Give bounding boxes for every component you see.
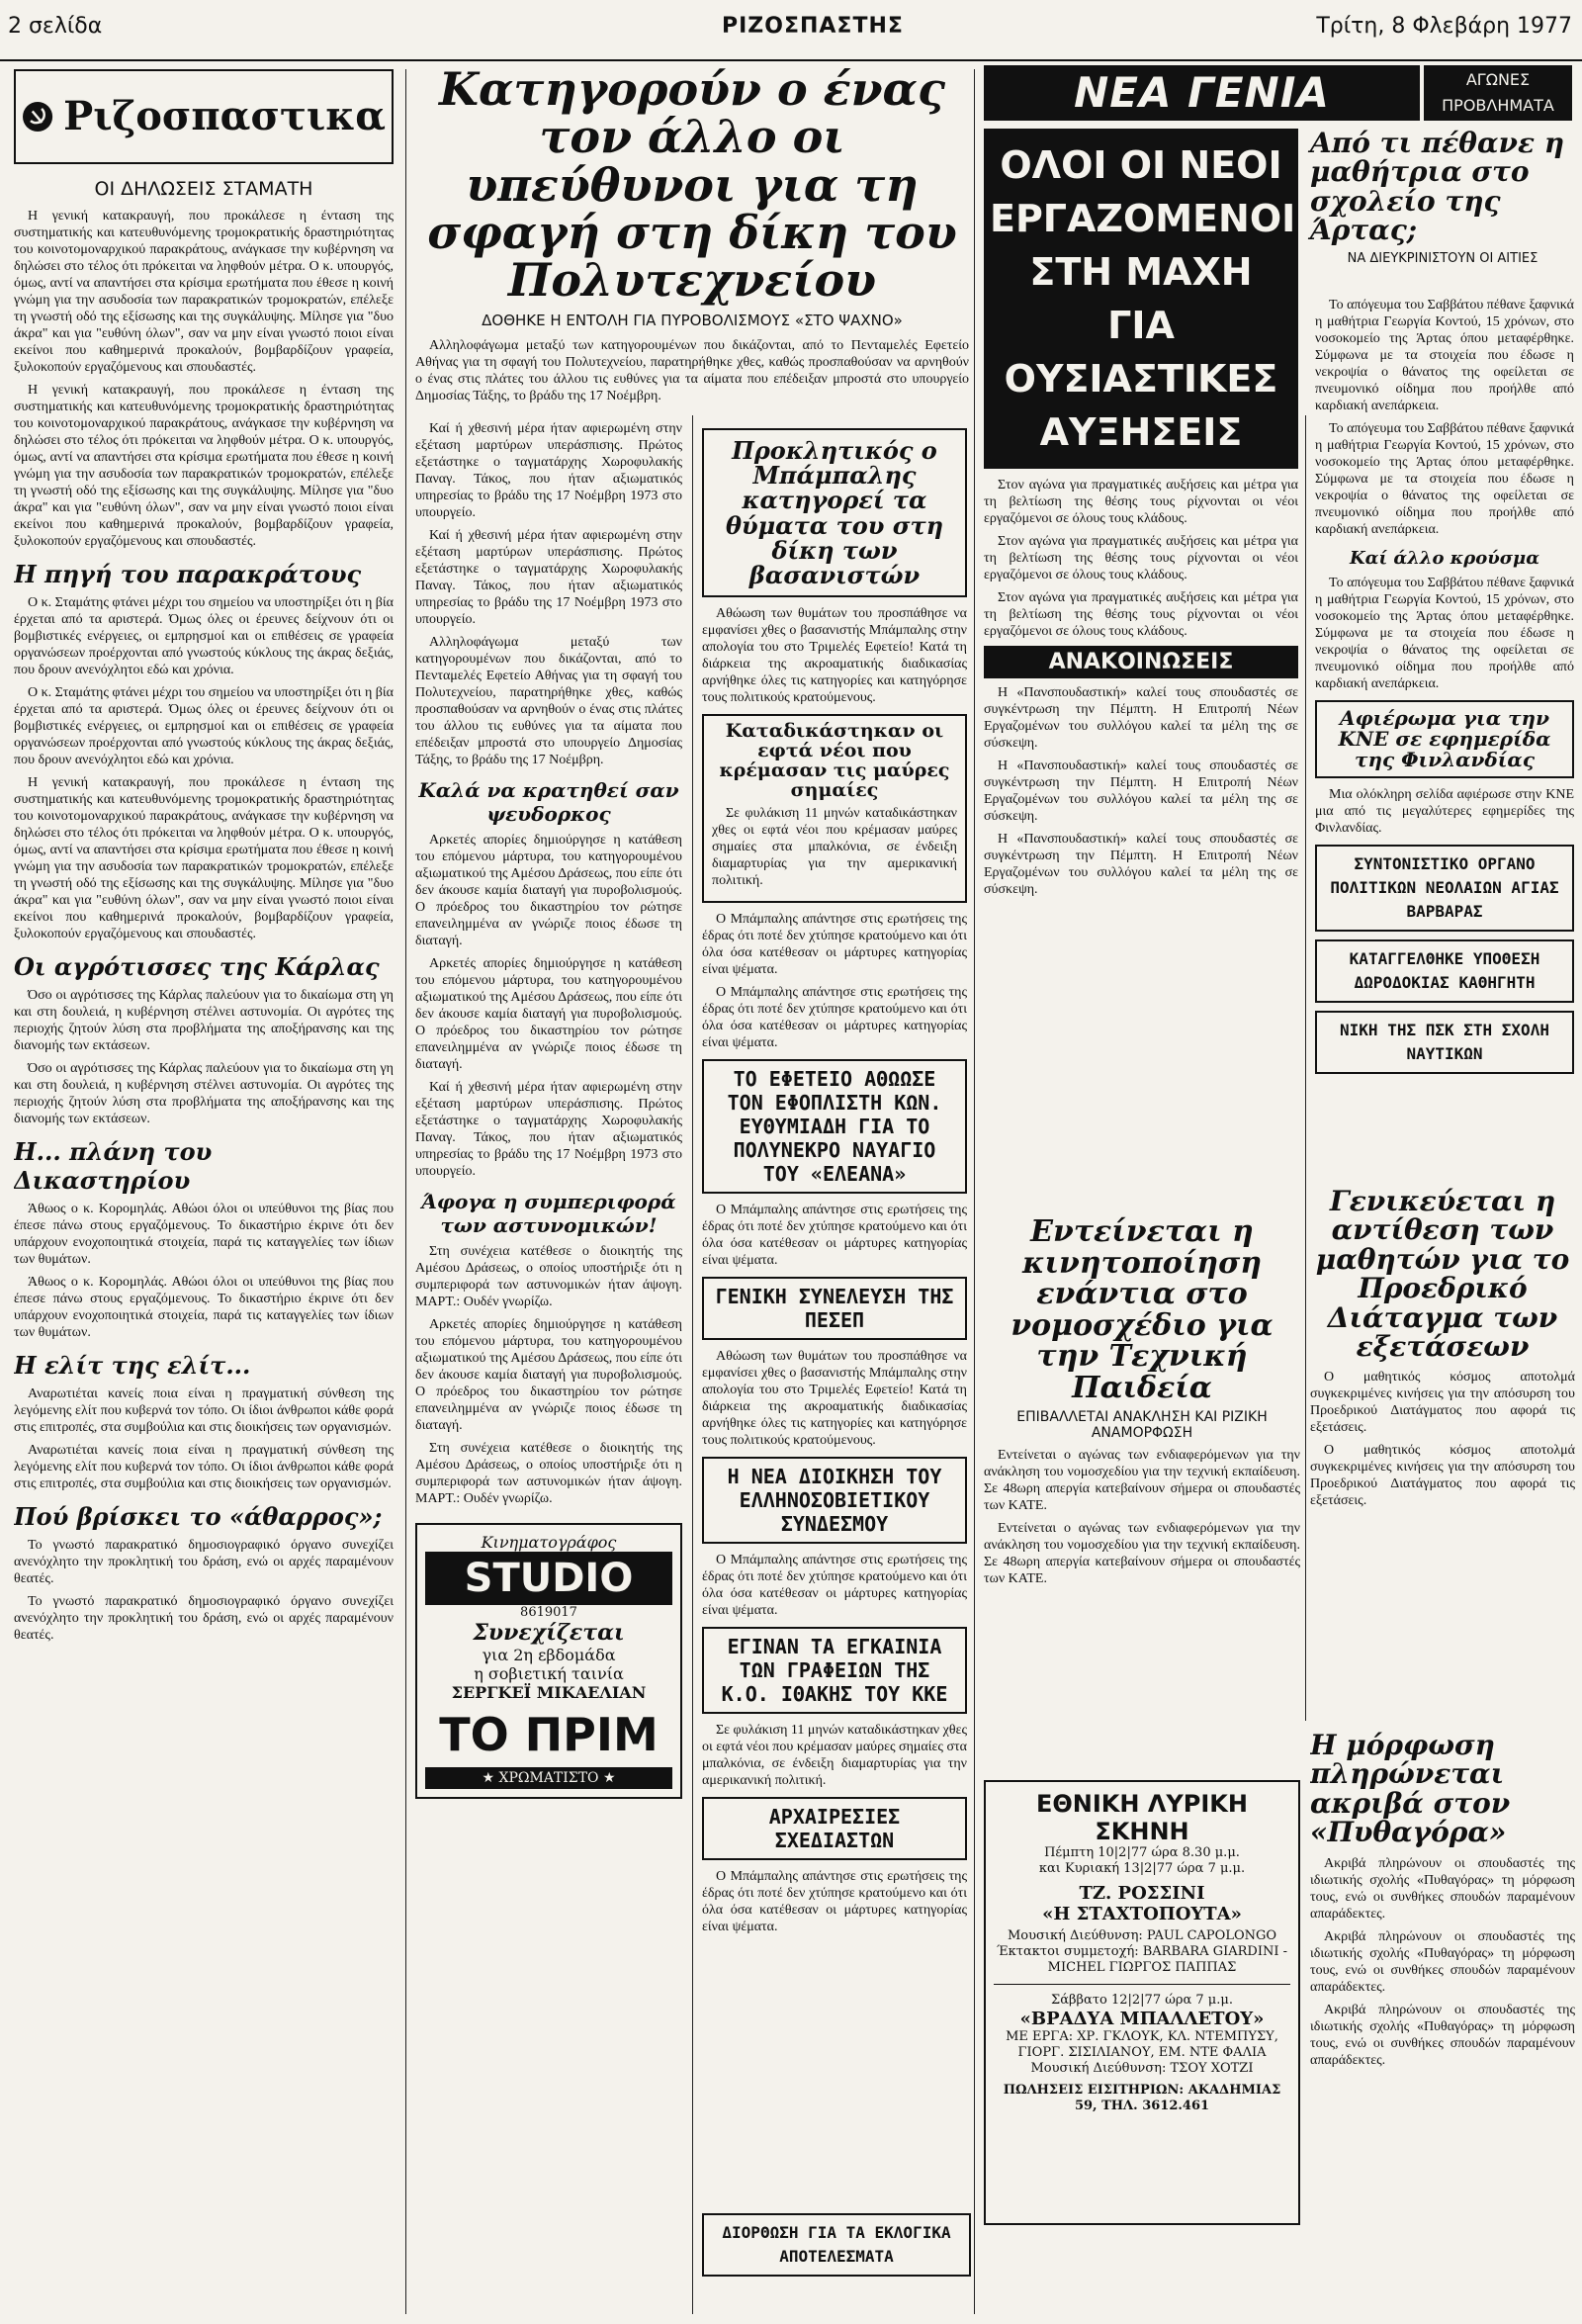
- article-text: Στη συνέχεια κατέθεσε ο διοικητής της Αμέσου Δράσεως, ο οποίος υποστήριξε ότι η συμπεριφορά των αστυνομικών ήταν άψογη. ΜΑΡΤ.: Ουδέν γνωρίζω.: [415, 1441, 682, 1506]
- story-headline: Εντείνεται η κινητοποίηση ενάντια στο νομοσχέδιο για την Τεχνική Παιδεία: [1011, 1214, 1274, 1405]
- masthead: ΡΙΖΟΣΠΑΣΤΗΣ: [722, 14, 904, 39]
- ad-line: «Η ΣΤΑΧΤΟΠΟΥΤΑ»: [1042, 1904, 1242, 1924]
- article-text: Όσο οι αγρότισσες της Κάρλας παλεύουν για το δικαίωμα στη γη και στη δουλειά, η κυβέρνηση στέλνει αστυνομία. Οι αγρότες της περιοχής ζητούν λύση στα προβλήματα της αποξήρανσης και της διανομής των εκτάσεων.: [14, 1061, 394, 1126]
- article-text: Ο μαθητικός κόσμος αποτολμά συγκεκριμένες κινήσεις για την απόσυρση του Προεδρικού Διατάγματος που αφορά τις εξετάσεις.: [1310, 1370, 1575, 1436]
- strip-subtitle: ΑΓΩΝΕΣ: [1465, 70, 1531, 89]
- ad-line: η σοβιετική ταινία: [474, 1664, 624, 1683]
- arta-story-head: [1310, 129, 1575, 297]
- article-text: Το γνωστό παρακρατικό δημοσιογραφικό όργανο συνεχίζει ανενόχλητο την προκλητική του δράση, ενώ οι αρχές παραμένουν θεατές.: [14, 1594, 394, 1643]
- subheading: Άφογα η συμπεριφορά των αστυνομικών!: [421, 1190, 676, 1237]
- article-text: Αλληλοφάγωμα μεταξύ των κατηγορουμένων που δικάζονται, από το Πενταμελές Εφετείο Αθήνας για τη σφαγή του Πολυτεχνείου, παρατηρήθηκε χθες, καθώς προσπαθούσαν να αρνηθούν ο ένας στις πλάτες του άλλου τις ευθύνες για τα αίματα που επέδειξαν μπροστά στο υπουργείο Δημοσίας Τάξης, το βράδυ της 17 Νοέμβρη.: [415, 635, 682, 767]
- story-headline: ΓΕΝΙΚΗ ΣΥΝΕΛΕΥΣΗ ΤΗΣ ΠΕΣΕΠ: [715, 1284, 954, 1332]
- article-text: Εντείνεται ο αγώνας των ενδιαφερόμενων για την ανάκληση του νομοσχεδίου για την τεχνική εκπαίδευση. Σε 48ωρη απεργία κατεβαίνουν σήμερα οι σπουδαστές των ΚΑΤΕ.: [984, 1448, 1300, 1513]
- article-text: Το γνωστό παρακρατικό δημοσιογραφικό όργανο συνεχίζει ανενόχλητο την προκλητική του δράση, ενώ οι αρχές παραμένουν θεατές.: [14, 1538, 394, 1586]
- ad-line: Μουσική Διεύθυνση: PAUL CAPOLONGO: [1007, 1928, 1277, 1943]
- story-box: [1315, 939, 1574, 1003]
- technical-education-story: [984, 1216, 1300, 1770]
- lead-deck: ΔΟΘΗΚΕ Η ΕΝΤΟΛΗ ΓΙΑ ΠΥΡΟΒΟΛΙΣΜΟΥΣ «ΣΤΟ ΨΑΧΝΟ»: [482, 312, 903, 330]
- column-title: Ριζοσπαστικα: [63, 93, 386, 139]
- story-headline: Γενικεύεται η αντίθεση των μαθητών για το Προεδρικό Διάταγμα των εξετάσεων: [1315, 1185, 1570, 1363]
- story-box: [702, 714, 967, 903]
- subheading: Καί άλλο κρούσμα: [1349, 548, 1540, 569]
- page-number: 2 σελίδα: [8, 14, 103, 39]
- story-headline: ΔΙΟΡΘΩΣΗ ΓΙΑ ΤΑ ΕΚΛΟΓΙΚΑ ΑΠΟΤΕΛΕΣΜΑΤΑ: [722, 2223, 951, 2266]
- ad-label: Κινηματογράφος: [481, 1533, 617, 1552]
- section-title: Η... πλάνη του Δικαστηρίου: [14, 1137, 213, 1195]
- story-headline: ΕΓΙΝΑΝ ΤΑ ΕΓΚΑΙΝΙΑ ΤΩΝ ΓΡΑΦΕΙΩΝ ΤΗΣ Κ.Ο. ΙΘΑΚΗΣ ΤΟΥ ΚΚΕ: [721, 1634, 948, 1706]
- column-rule: [692, 415, 693, 2314]
- article-text: Το απόγευμα του Σαββάτου πέθανε ξαφνικά η μαθήτρια Γεωργία Κοντού, 15 χρόνων, στο νοσοκομείο της Άρτας όπου μεταφέρθηκε. Σύμφωνα με τα στοιχεία που έδωσε η νεκροψία ο θάνατος της οφείλεται σε πνευμονικό οίδημα που προήλθε από καρδιακή ανεπάρκεια.: [1315, 421, 1574, 537]
- column-rizospastika: [14, 69, 394, 2314]
- ad-note: ★ ΧΡΩΜΑΤΙΣΤΟ ★: [425, 1767, 672, 1789]
- article-text: Ο Μπάμπαλης απάντησε στις ερωτήσεις της έδρας ότι ποτέ δεν χτύπησε κρατούμενο και ότι όλα όσα κατέθεσαν οι μάρτυρες κατηγορίας είναι ψέματα.: [702, 1552, 967, 1618]
- cinema-ad: [415, 1523, 682, 1799]
- article-text: Αρκετές απορίες δημιούργησε η κατάθεση του επόμενου μάρτυρα, του κατηγορουμένου αξιωματικού της Αμέσου Δράσεως, που είπε ότι δεν άκουσε καμία διαταγή για πυροβολισμούς. Ο πρόεδρος του δικαστηρίου τον ρώτησε επανειλημμένα αν γνώριζε ποιος έδωσε τη διαταγή.: [415, 1317, 682, 1433]
- story-box: [702, 1627, 967, 1714]
- story-deck: ΕΠΙΒΑΛΛΕΤΑΙ ΑΝΑΚΛΗΣΗ ΚΑΙ ΡΙΖΙΚΗ ΑΝΑΜΟΡΦΩΣΗ: [1016, 1409, 1268, 1441]
- opera-ad: [984, 1780, 1300, 2225]
- ad-line: ΣΕΡΓΚΕΪ ΜΙΚΑΕΛΙΑΝ: [451, 1683, 647, 1702]
- column-rule: [974, 69, 975, 2314]
- ad-cinema-name: STUDIO: [425, 1552, 672, 1605]
- article-text: Ακριβά πληρώνουν οι σπουδαστές της ιδιωτικής σχολής «Πυθαγόρας» τη μόρφωση τους, ενώ οι συνθήκες σπουδών παραμένουν απαράδεκτες.: [1310, 2002, 1575, 2068]
- article-text: Στον αγώνα για πραγματικές αυξήσεις και μέτρα για τη βελτίωση της θέσης τους ρίχνονται οι νέοι εργαζόμενοι σε όλους τους κλάδους.: [984, 534, 1298, 582]
- column-polytechnic: [415, 420, 682, 2314]
- article-text: Όσο οι αγρότισσες της Κάρλας παλεύουν για το δικαίωμα στη γη και στη δουλειά, η κυβέρνηση στέλνει αστυνομία. Οι αγρότες της περιοχής ζητούν λύση στα προβλήματα της αποξήρανσης και της διανομής των εκτάσεων.: [14, 988, 394, 1053]
- lead-text: Αλληλοφάγωμα μεταξύ των κατηγορουμένων που δικάζονται, από το Πενταμελές Εφετείο Αθήνας για τη σφαγή του Πολυτεχνείου, παρατηρήθηκε χθες, καθώς προσπαθούσαν να αρνηθούν ο ένας στις πλάτες του άλλου τις ευθύνες για τα αίματα που επέδειξαν μπροστά στο υπουργείο Δημοσίας Τάξης, το βράδυ της 17 Νοέμβρη.: [415, 338, 969, 404]
- story-box: [702, 1277, 967, 1340]
- ad-line: Σάββατο 12|2|77 ώρα 7 μ.μ.: [1051, 1993, 1233, 2008]
- ad-title: ΕΘΝΙΚΗ ΛΥΡΙΚΗ ΣΚΗΝΗ: [1035, 1790, 1248, 1845]
- article-text: Άθωος ο κ. Κορομηλάς. Αθώοι όλοι οι υπεύθυνοι της βίας που έπεσε πάνω στους εργαζόμενους. Το δικαστήριο έκρινε ότι δεν υπάρχουν ενοχοποιητικά στοιχεία, παρά τις καταγγελίες των ίδιων των θυμάτων.: [14, 1202, 394, 1267]
- story-headline: ΣΥΝΤΟΝΙΣΤΙΚΟ ΟΡΓΑΝΟ ΠΟΛΙΤΙΚΩΝ ΝΕΟΛΑΙΩΝ ΑΓΙΑΣ ΒΑΡΒΑΡΑΣ: [1330, 854, 1559, 921]
- youth-banner: ΟΛΟΙ ΟΙ ΝΕΟΙ ΕΡΓΑΖΟΜΕΝΟΙ ΣΤΗ ΜΑΧΗ ΓΙΑ ΟΥΣΙΑΣΤΙΚΕΣ ΑΥΞΗΣΕΙΣ: [984, 129, 1298, 469]
- story-headline: Η ΝΕΑ ΔΙΟΙΚΗΣΗ ΤΟΥ ΕΛΛΗΝΟΣΟΒΙΕΤΙΚΟΥ ΣΥΝΔΕΣΜΟΥ: [727, 1464, 942, 1536]
- column-rule: [1305, 415, 1306, 1721]
- article-text: Αρκετές απορίες δημιούργησε η κατάθεση του επόμενου μάρτυρα, του κατηγορουμένου αξιωματικού της Αμέσου Δράσεως, που είπε ότι δεν άκουσε καμία διαταγή για πυροβολισμούς. Ο πρόεδρος του δικαστηρίου τον ρώτησε επανειλημμένα αν γνώριζε ποιος έδωσε τη διαταγή.: [415, 956, 682, 1072]
- article-text: Ο κ. Σταμάτης φτάνει μέχρι του σημείου να υποστηρίξει ότι η βία έρχεται από τα αριστερά. Όμως όλες οι έρευνες δείχνουν ότι οι βομβιστικές ενέργειες, οι εμπρησμοί και οι επιθέσεις σε γραφεία οργανώσεων προέρχονται από γνωστούς κύκλους της άκρας δεξιάς, που δρουν ανενόχλητοι εδώ και χρόνια.: [14, 595, 394, 677]
- article-text: Η «Πανσπουδαστική» καλεί τους σπουδαστές σε συγκέντρωση την Πέμπτη. Η Επιτροπή Νέων Εργαζομένων του συλλόγου καλεί τα μέλη της σε σύσκεψη.: [984, 832, 1298, 897]
- article-text: Ακριβά πληρώνουν οι σπουδαστές της ιδιωτικής σχολής «Πυθαγόρας» τη μόρφωση τους, ενώ οι συνθήκες σπουδών παραμένουν απαράδεκτες.: [1310, 1855, 1575, 1922]
- story-headline: ΚΑΤΑΓΓΕΛΘΗΚΕ ΥΠΟΘΕΣΗ ΔΩΡΟΔΟΚΙΑΣ ΚΑΘΗΓΗΤΗ: [1349, 949, 1540, 992]
- ad-film-title: ΤΟ ΠΡΙΜ: [439, 1708, 659, 1761]
- page-header: [0, 0, 1582, 61]
- article-text: Σε φυλάκιση 11 μηνών καταδικάστηκαν χθες οι εφτά νέοι που κρέμασαν μαύρες σημαίες στα μπαλκόνια, σε ένδειξη διαμαρτυρίας για την αμερικανική πολιτική.: [702, 1722, 967, 1788]
- article-text: Μια ολόκληρη σελίδα αφιέρωσε στην ΚΝΕ μια από τις μεγαλύτερες εφημερίδες της Φινλανδίας.: [1315, 787, 1574, 836]
- story-headline: Αφιέρωμα για την ΚΝΕ σε εφημερίδα της Φινλανδίας: [1338, 706, 1551, 771]
- story-headline: Από τι πέθανε η μαθήτρια στο σχολείο της Άρτας;: [1310, 127, 1565, 247]
- column-logo: [14, 69, 394, 164]
- article-text: Ο Μπάμπαλης απάντησε στις ερωτήσεις της έδρας ότι ποτέ δεν χτύπησε κρατούμενο και ότι όλα όσα κατέθεσαν οι μάρτυρες κατηγορίας είναι ψέματα.: [702, 911, 967, 977]
- exams-story: [1310, 1187, 1575, 1721]
- story-box: [1315, 1011, 1574, 1074]
- section-title: Η ελίτ της ελίτ...: [14, 1351, 251, 1380]
- story-headline: ΝΙΚΗ ΤΗΣ ΠΣΚ ΣΤΗ ΣΧΟΛΗ ΝΑΥΤΙΚΩΝ: [1340, 1021, 1549, 1063]
- story-deck: ΝΑ ΔΙΕΥΚΡΙΝΙΣΤΟΥΝ ΟΙ ΑΙΤΙΕΣ: [1347, 250, 1538, 266]
- article-text: Αθώωση των θυμάτων του προσπάθησε να εμφανίσει χθες ο βασανιστής Μπάμπαλης στην απολογία του στο Τριμελές Εφετείο! Κατά τη διάρκεια της ακροαματικής διαδικασίας αρνήθηκε όλες τις κατηγορίες και κατηγόρησε τους πολιτικούς κρατούμενους.: [702, 606, 967, 706]
- article-text: Το απόγευμα του Σαββάτου πέθανε ξαφνικά η μαθήτρια Γεωργία Κοντού, 15 χρόνων, στο νοσοκομείο της Άρτας όπου μεταφέρθηκε. Σύμφωνα με τα στοιχεία που έδωσε η νεκροψία ο θάνατος της οφείλεται σε πνευμονικό οίδημα που προήλθε από καρδιακή ανεπάρκεια.: [1315, 298, 1574, 413]
- section-title: ΟΙ ΔΗΛΩΣΕΙΣ ΣΤΑΜΑΤΗ: [94, 178, 313, 200]
- ad-line: «ΒΡΑΔΥΑ ΜΠΑΛΛΕΤΟΥ»: [1019, 2009, 1265, 2029]
- article-text: Καί ή χθεσινή μέρα ήταν αφιερωμένη στην εξέταση μαρτύρων υπεράσπισης. Πρώτος εξετάστηκε ο ταγματάρχης Χωροφυλακής Παναγ. Τάκος, που ήταν αξιωματικός υπηρεσίας το βράδυ της 17 Νοέμβρη 1973 στο υπουργείο.: [415, 528, 682, 627]
- announcements-banner: ΑΝΑΚΟΙΝΩΣΕΙΣ: [984, 646, 1298, 678]
- story-headline: ΤΟ ΕΦΕΤΕΙΟ ΑΘΩΩΣΕ ΤΟΝ ΕΦΟΠΛΙΣΤΗ ΚΩΝ. ΕΥΘΥΜΙΑΔΗ ΓΙΑ ΤΟ ΠΟΛΥΝΕΚΡΟ ΝΑΥΑΓΙΟ ΤΟΥ «ΕΛΕΑΝΑ»: [727, 1066, 942, 1186]
- article-text: Αρκετές απορίες δημιούργησε η κατάθεση του επόμενου μάρτυρα, του κατηγορουμένου αξιωματικού της Αμέσου Δράσεως, που είπε ότι δεν άκουσε καμία διαταγή για πυροβολισμούς. Ο πρόεδρος του δικαστηρίου τον ρώτησε επανειλημμένα αν γνώριζε ποιος έδωσε τη διαταγή.: [415, 833, 682, 948]
- story-headline: Προκλητικός ο Μπάμπαλης κατηγορεί τα θύματα του στη δίκη των βασανιστών: [725, 436, 944, 589]
- article-text: Η γενική κατακραυγή, που προκάλεσε η ένταση της συστηματικής και κατευθυνόμενης τρομοκρατικής δραστηριότητας του κοινοτομοναρχικού παρακράτους, ανάγκασε την κυβέρνηση να δηλώσει στο τέλος ότι πρόκειται να ληφθούν μέτρα. Ο κ. υπουργός, όμως, αντί να απαντήσει στα κρίσιμα ερωτήματα που έθεσε η κοινή γνώμη για την ασυδοσία των παρακρατικών τρομοκρατών, επέλεξε τη γνωστή οδό της εξίσωσης και της συγκάλυψης. Μίλησε για "δυο άκρα" και για "ευθύνη όλων", σαν να μην είναι γνωστό ποιοι είναι εκείνοι που καθημερινά προκαλούν, βομβαρδίζουν γραφεία, ξυλοκοπούν εργαζόμενους και σπουδαστές.: [14, 383, 394, 549]
- article-text: Ακριβά πληρώνουν οι σπουδαστές της ιδιωτικής σχολής «Πυθαγόρας» τη μόρφωση τους, ενώ οι συνθήκες σπουδών παραμένουν απαράδεκτες.: [1310, 1928, 1575, 1995]
- ad-line: Έκτακτοι συμμετοχή: BARBARA GIARDINI - MICHEL ΓΙΩΡΓΟΣ ΠΑΠΠΑΣ: [996, 1944, 1288, 1975]
- story-box: [702, 2213, 971, 2277]
- article-text: Καί ή χθεσινή μέρα ήταν αφιερωμένη στην εξέταση μαρτύρων υπεράσπισης. Πρώτος εξετάστηκε ο ταγματάρχης Χωροφυλακής Παναγ. Τάκος, που ήταν αξιωματικός υπηρεσίας το βράδυ της 17 Νοέμβρη 1973 στο υπουργείο.: [415, 1080, 682, 1179]
- column-babalis: [702, 420, 967, 2314]
- lead-story: [415, 62, 969, 411]
- column-rule: [405, 69, 406, 2314]
- article-text: Εντείνεται ο αγώνας των ενδιαφερόμενων για την ανάκληση του νομοσχεδίου για την τεχνική εκπαίδευση. Σε 48ωρη απεργία κατεβαίνουν σήμερα οι σπουδαστές των ΚΑΤΕ.: [984, 1521, 1300, 1586]
- article-text: Ο μαθητικός κόσμος αποτολμά συγκεκριμένες κινήσεις για την απόσυρση του Προεδρικού Διατάγματος που αφορά τις εξετάσεις.: [1310, 1443, 1575, 1509]
- article-text: Αναρωτιέται κανείς ποια είναι η πραγματική σύνθεση της λεγόμενης ελίτ που κυβερνά τον τόπο. Οι ίδιοι άνθρωποι κάθε φορά στις επιτροπές, στα συμβούλια και στις διοικήσεις των οργανισμών.: [14, 1386, 394, 1435]
- story-headline: Η μόρφωση πληρώνεται ακριβά στον «Πυθαγόρα»: [1310, 1731, 1511, 1849]
- story-box: [702, 1457, 967, 1544]
- article-text: Η «Πανσπουδαστική» καλεί τους σπουδαστές σε συγκέντρωση την Πέμπτη. Η Επιτροπή Νέων Εργαζομένων του συλλόγου καλεί τα μέλη της σε σύσκεψη.: [984, 759, 1298, 824]
- lead-headline: Κατηγορούν ο ένας τον άλλο οι υπεύθυνοι για τη σφαγή στη δίκη του Πολυτεχνείου: [427, 62, 957, 308]
- story-box: [702, 1797, 967, 1860]
- hammer-sickle-icon: [22, 85, 53, 148]
- ad-line: ΠΩΛΗΣΕΙΣ ΕΙΣΙΤΗΡΙΩΝ: ΑΚΑΔΗΜΙΑΣ 59, ΤΗΛ. 3612.461: [1003, 2083, 1281, 2113]
- section-title: Η πηγή του παρακράτους: [14, 560, 362, 588]
- article-text: Άθωος ο κ. Κορομηλάς. Αθώοι όλοι οι υπεύθυνοι της βίας που έπεσε πάνω στους εργαζόμενους. Το δικαστήριο έκρινε ότι δεν υπάρχουν ενοχοποιητικά στοιχεία, παρά τις καταγγελίες των ίδιων των θυμάτων.: [14, 1275, 394, 1340]
- story-headline: ΑΡΧΑΙΡΕΣΙΕΣ ΣΧΕΔΙΑΣΤΩΝ: [768, 1804, 901, 1852]
- article-text: Ο Μπάμπαλης απάντησε στις ερωτήσεις της έδρας ότι ποτέ δεν χτύπησε κρατούμενο και ότι όλα όσα κατέθεσαν οι μάρτυρες κατηγορίας είναι ψέματα.: [702, 1868, 967, 1934]
- article-text: Ο κ. Σταμάτης φτάνει μέχρι του σημείου να υποστηρίξει ότι η βία έρχεται από τα αριστερά. Όμως όλες οι έρευνες δείχνουν ότι οι βομβιστικές ενέργειες, οι εμπρησμοί και οι επιθέσεις σε γραφεία οργανώσεων προέρχονται από γνωστούς κύκλους της άκρας δεξιάς, που δρουν ανενόχλητοι εδώ και χρόνια.: [14, 685, 394, 767]
- article-text: Η «Πανσπουδαστική» καλεί τους σπουδαστές σε συγκέντρωση την Πέμπτη. Η Επιτροπή Νέων Εργαζομένων του συλλόγου καλεί τα μέλη της σε σύσκεψη.: [984, 685, 1298, 751]
- issue-date: Τρίτη, 8 Φλεβάρη 1977: [1316, 14, 1572, 39]
- article-text: Στη συνέχεια κατέθεσε ο διοικητής της Αμέσου Δράσεως, ο οποίος υποστήριξε ότι η συμπεριφορά των αστυνομικών ήταν άψογη. ΜΑΡΤ.: Ουδέν γνωρίζω.: [415, 1244, 682, 1309]
- ad-line: Πέμπτη 10|2|77 ώρα 8.30 μ.μ.: [1044, 1845, 1240, 1860]
- article-text: Αναρωτιέται κανείς ποια είναι η πραγματική σύνθεση της λεγόμενης ελίτ που κυβερνά τον τόπο. Οι ίδιοι άνθρωποι κάθε φορά στις επιτροπές, στα συμβούλια και στις διοικήσεις των οργανισμών.: [14, 1443, 394, 1491]
- section-strip: [984, 65, 1572, 121]
- article-text: Η γενική κατακραυγή, που προκάλεσε η ένταση της συστηματικής και κατευθυνόμενης τρομοκρατικής δραστηριότητας του κοινοτομοναρχικού παρακράτους, ανάγκασε την κυβέρνηση να δηλώσει στο τέλος ότι πρόκειται να ληφθούν μέτρα. Ο κ. υπουργός, όμως, αντί να απαντήσει στα κρίσιμα ερωτήματα που έθεσε η κοινή γνώμη για την ασυδοσία των παρακρατικών τρομοκρατών, επέλεξε τη γνωστή οδό της εξίσωσης και της συγκάλυψης. Μίλησε για "δυο άκρα" και για "ευθύνη όλων", σαν να μην είναι γνωστό ποιοι είναι εκείνοι που καθημερινά προκαλούν, βομβαρδίζουν γραφεία, ξυλοκοπούν εργαζόμενους και σπουδαστές.: [14, 775, 394, 941]
- article-text: Σε φυλάκιση 11 μηνών καταδικάστηκαν χθες οι εφτά νέοι που κρέμασαν μαύρες σημαίες στα μπαλκόνια, σε ένδειξη διαμαρτυρίας για την αμερικανική πολιτική.: [712, 805, 957, 888]
- ad-line: ΜΕ ΕΡΓΑ: ΧΡ. ΓΚΛΟΥΚ, ΚΛ. ΝΤΕΜΠΥΣΥ, ΓΙΟΡΓ. ΣΙΣΙΛΙΑΝΟΥ, ΕΜ. ΝΤΕ ΦΑΛΙΑ: [1006, 2029, 1278, 2060]
- ad-line: Μουσική Διεύθυνση: ΤΣΟΥ ΧΟΤΖΙ: [1030, 2061, 1254, 2076]
- article-text: Το απόγευμα του Σαββάτου πέθανε ξαφνικά η μαθήτρια Γεωργία Κοντού, 15 χρόνων, στο νοσοκομείο της Άρτας όπου μεταφέρθηκε. Σύμφωνα με τα στοιχεία που έδωσε η νεκροψία ο θάνατος της οφείλεται σε πνευμονικό οίδημα που προήλθε από καρδιακή ανεπάρκεια.: [1315, 576, 1574, 691]
- article-text: Στον αγώνα για πραγματικές αυξήσεις και μέτρα για τη βελτίωση της θέσης τους ρίχνονται οι νέοι εργαζόμενοι σε όλους τους κλάδους.: [984, 478, 1298, 526]
- article-text: Ο Μπάμπαλης απάντησε στις ερωτήσεις της έδρας ότι ποτέ δεν χτύπησε κρατούμενο και ότι όλα όσα κατέθεσαν οι μάρτυρες κατηγορίας είναι ψέματα.: [702, 984, 967, 1050]
- article-text: Καί ή χθεσινή μέρα ήταν αφιερωμένη στην εξέταση μαρτύρων υπεράσπισης. Πρώτος εξετάστηκε ο ταγματάρχης Χωροφυλακής Παναγ. Τάκος, που ήταν αξιωματικός υπηρεσίας το βράδυ της 17 Νοέμβρη 1973 στο υπουργείο.: [415, 421, 682, 520]
- ad-line: και Κυριακή 13|2|77 ώρα 7 μ.μ.: [1038, 1861, 1246, 1876]
- subheading: Καλά να κρατηθεί σαν ψευδορκος: [418, 778, 679, 826]
- story-box: [702, 428, 967, 597]
- ad-line: για 2η εβδομάδα: [482, 1646, 616, 1664]
- pythagoras-story: [1310, 1731, 1575, 2314]
- column-students: [1315, 297, 1574, 1187]
- story-box: [702, 1059, 967, 1194]
- story-box: [1315, 700, 1574, 778]
- strip-title: ΝΕΑ ΓΕΝΙΑ: [984, 65, 1420, 121]
- article-text: Η γενική κατακραυγή, που προκάλεσε η ένταση της συστηματικής και κατευθυνόμενης τρομοκρατικής δραστηριότητας του κοινοτομοναρχικού παρακράτους, ανάγκασε την κυβέρνηση να δηλώσει στο τέλος ότι πρόκειται να ληφθούν μέτρα. Ο κ. υπουργός, όμως, αντί να απαντήσει στα κρίσιμα ερωτήματα που έθεσε η κοινή γνώμη για την ασυδοσία των παρακρατικών τρομοκρατών, επέλεξε τη γνωστή οδό της εξίσωσης και της συγκάλυψης. Μίλησε για "δυο άκρα" και για "ευθύνη όλων", σαν να μην είναι γνωστό ποιοι είναι εκείνοι που καθημερινά προκαλούν, βομβαρδίζουν γραφεία, ξυλοκοπούν εργαζόμενους και σπουδαστές.: [14, 209, 394, 375]
- ad-line: ΤΖ. ΡΟΣΣΙΝΙ: [1079, 1883, 1205, 1904]
- strip-subtitle: ΠΡΟΒΛΗΜΑΤΑ: [1442, 96, 1554, 115]
- article-text: Στον αγώνα για πραγματικές αυξήσεις και μέτρα για τη βελτίωση της θέσης τους ρίχνονται οι νέοι εργαζόμενοι σε όλους τους κλάδους.: [984, 590, 1298, 639]
- section-title: Πού βρίσκει το «άθαρρος»;: [14, 1502, 383, 1531]
- ad-phone: 8619017: [520, 1605, 577, 1620]
- story-headline: Καταδικάστηκαν οι εφτά νέοι που κρέμασαν τις μαύρες σημαίες: [719, 720, 950, 801]
- section-title: Οι αγρότισσες της Κάρλας: [14, 952, 380, 981]
- article-text: Ο Μπάμπαλης απάντησε στις ερωτήσεις της έδρας ότι ποτέ δεν χτύπησε κρατούμενο και ότι όλα όσα κατέθεσαν οι μάρτυρες κατηγορίας είναι ψέματα.: [702, 1202, 967, 1268]
- story-box: [1315, 845, 1574, 932]
- article-text: Αθώωση των θυμάτων του προσπάθησε να εμφανίσει χθες ο βασανιστής Μπάμπαλης στην απολογία του στο Τριμελές Εφετείο! Κατά τη διάρκεια της ακροαματικής διαδικασίας αρνήθηκε όλες τις κατηγορίες και κατηγόρησε τους πολιτικούς κρατούμενους.: [702, 1348, 967, 1448]
- ad-line: Συνεχίζεται: [473, 1620, 625, 1646]
